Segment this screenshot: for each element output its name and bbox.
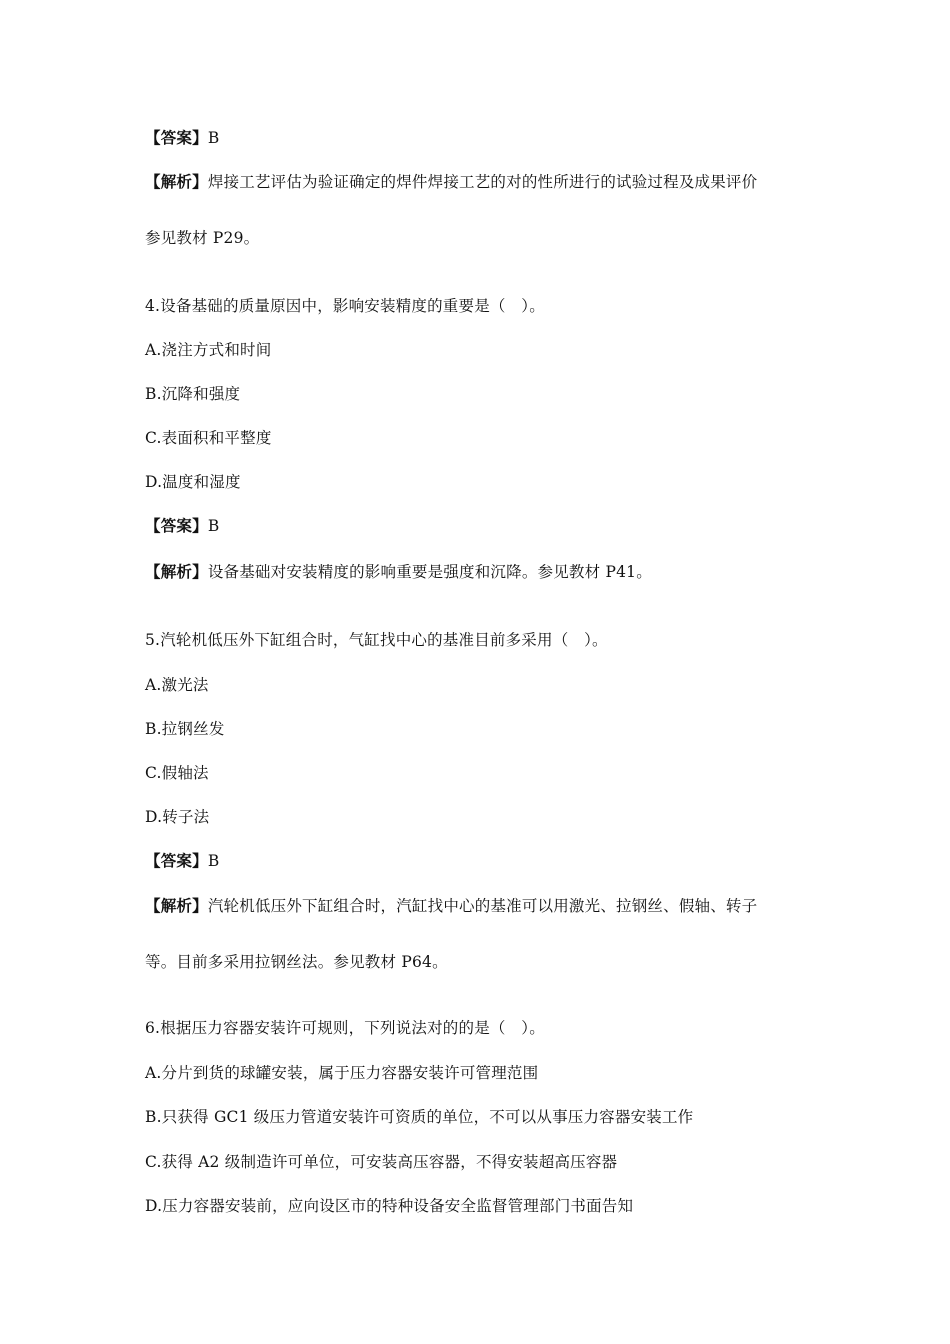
- question-4-option-b: B.沉降和强度: [145, 385, 241, 403]
- question-6-option-c: C.获得 A2 级制造许可单位，可安装高压容器，不得安装超高压容器: [145, 1153, 618, 1171]
- answer-label: 【答案】: [145, 516, 208, 535]
- question-5-option-a: A.激光法: [145, 676, 209, 694]
- analysis-text: 汽轮机低压外下缸组合时，汽缸找中心的基准可以用激光、拉钢丝、假轴、转子: [207, 897, 758, 915]
- analysis-text: 焊接工艺评估为验证确定的焊件焊接工艺的对的性所进行的试验过程及成果评价: [207, 173, 758, 191]
- question-4-stem: 4.设备基础的质量原因中，影响安装精度的重要是（ ）。: [145, 297, 545, 315]
- question-4-option-c: C.表面积和平整度: [145, 429, 272, 447]
- question-4-analysis: [145, 562, 652, 582]
- question-5-analysis: [145, 896, 757, 916]
- analysis-line: [145, 172, 757, 192]
- analysis-label: 【解析】: [145, 896, 208, 915]
- question-4-option-d: D.温度和湿度: [145, 473, 241, 491]
- analysis-continuation: 参见教材 P29。: [145, 229, 260, 247]
- analysis-text: 设备基础对安装精度的影响重要是强度和沉降。参见教材 P41。: [207, 563, 652, 581]
- answer-value: B: [207, 129, 220, 147]
- question-5-option-b: B.拉钢丝发: [145, 720, 225, 738]
- question-5-stem: 5.汽轮机低压外下缸组合时，气缸找中心的基准目前多采用（ ）。: [145, 631, 608, 649]
- question-5-option-d: D.转子法: [145, 808, 210, 826]
- question-5-analysis-continuation: 等。目前多采用拉钢丝法。参见教材 P64。: [145, 953, 448, 971]
- answer-line: [145, 128, 219, 148]
- question-6-option-b: B.只获得 GC1 级压力管道安装许可资质的单位，不可以从事压力容器安装工作: [145, 1108, 694, 1126]
- analysis-label: 【解析】: [145, 172, 208, 191]
- question-6-stem: 6.根据压力容器安装许可规则，下列说法对的的是（ ）。: [145, 1019, 545, 1037]
- question-5-answer: [145, 851, 219, 871]
- analysis-label: 【解析】: [145, 562, 208, 581]
- question-5-option-c: C.假轴法: [145, 764, 209, 782]
- answer-label: 【答案】: [145, 128, 208, 147]
- answer-label: 【答案】: [145, 851, 208, 870]
- answer-value: B: [207, 517, 220, 535]
- question-6-option-a: A.分片到货的球罐安装，属于压力容器安装许可管理范围: [145, 1064, 539, 1082]
- answer-value: B: [207, 852, 220, 870]
- question-4-option-a: A.浇注方式和时间: [145, 341, 272, 359]
- question-4-answer: [145, 516, 219, 536]
- question-6-option-d: D.压力容器安装前，应向设区市的特种设备安全监督管理部门书面告知: [145, 1197, 634, 1215]
